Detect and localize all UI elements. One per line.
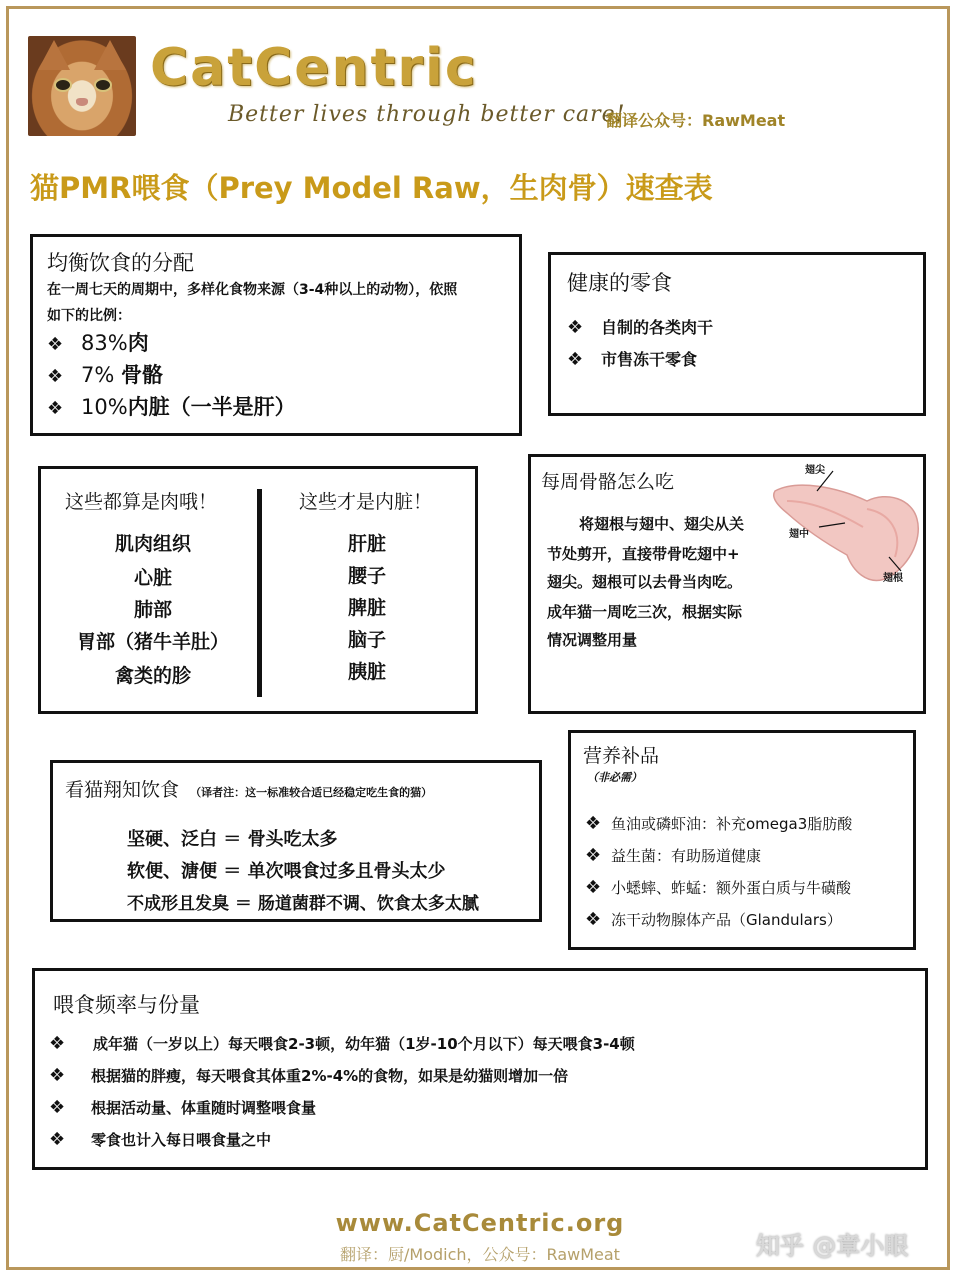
frequency-box: [32, 968, 928, 1170]
cat-eye-right: [94, 78, 112, 92]
ratio-label: 内脏（一半是肝）: [127, 395, 296, 419]
stool-box: [50, 760, 542, 922]
bones-line: 翅尖。翅根可以去骨当肉吃。: [547, 573, 743, 591]
meat-item: 肌肉组织: [114, 533, 191, 555]
supplement-label: 益生菌：有助肠道健康: [611, 847, 762, 865]
diamond-bullet-icon: ❖: [47, 334, 64, 355]
translator-note: 翻译公众号：RawMeat: [606, 111, 786, 130]
supplement-item: [585, 909, 842, 930]
frequency-label: 零食也计入每日喂食量之中: [91, 1131, 272, 1149]
cat-ear-right: [94, 40, 126, 70]
ratio-organ: [47, 391, 296, 421]
stool-sign: 坚硬、泛白 ＝: [127, 829, 242, 850]
frequency-label: 根据活动量、体重随时调整喂食量: [91, 1099, 317, 1117]
logo: CatCentric: [150, 38, 478, 98]
diamond-bullet-icon: ❖: [47, 366, 64, 387]
bones-title: 每周骨骼怎么吃: [541, 471, 675, 493]
diamond-bullet-icon: ❖: [585, 813, 602, 834]
diamond-bullet-icon: ❖: [585, 845, 602, 866]
stool-sign: 软便、溏便 ＝: [127, 861, 242, 882]
ratio-pct: 10%: [81, 395, 128, 419]
stool-title: 看猫翔知饮食: [65, 779, 180, 801]
organ-title: 这些才是内脏！: [299, 491, 433, 513]
snack-item-label: 自制的各类肉干: [601, 318, 714, 337]
meat-list: [61, 529, 245, 693]
meat-item: 心脏: [133, 567, 172, 589]
stool-row: [127, 889, 479, 914]
cat-ear-left: [38, 40, 70, 70]
stool-meaning: 单次喂食过多且骨头太少: [247, 861, 446, 882]
stool-meaning: 肠道菌群不调、饮食太多太腻: [257, 894, 479, 914]
ratio-meat: [47, 327, 149, 357]
meat-item: 禽类的胗: [114, 665, 191, 687]
organ-item: 胰脏: [347, 661, 386, 683]
supplement-item: [585, 845, 761, 866]
supplements-title: 营养补品: [583, 745, 660, 767]
frequency-label: 成年猫（一岁以上）每天喂食2-3顿，幼年猫（1岁-10个月以下）每天喂食3-4顿: [93, 1035, 635, 1053]
diamond-bullet-icon: ❖: [49, 1097, 66, 1118]
column-divider: [257, 489, 262, 697]
snack-item: [567, 315, 713, 338]
supplements-box: [568, 730, 916, 950]
balanced-desc-2: 如下的比例：: [47, 308, 131, 324]
balanced-title: 均衡饮食的分配: [47, 251, 194, 275]
snacks-box: [548, 252, 926, 416]
ratio-pct: 83%: [81, 331, 128, 355]
cat-photo: [28, 36, 136, 136]
supplement-item: [585, 813, 852, 834]
wing-mid-label: 翅中: [789, 529, 809, 540]
stool-row: [127, 857, 446, 883]
organ-list: [287, 529, 447, 689]
organ-item: 脾脏: [347, 597, 386, 619]
bones-box: [528, 454, 926, 714]
diamond-bullet-icon: ❖: [567, 349, 584, 370]
balanced-desc-1: 在一周七天的周期中，多样化食物来源（3-4种以上的动物），依照: [47, 282, 458, 298]
footer-credit: 翻译：厨/Modich，公众号：RawMeat: [340, 1245, 620, 1264]
supplements-subtitle: （非必需）: [587, 771, 642, 784]
diamond-bullet-icon: ❖: [49, 1129, 66, 1150]
ratio-bone: [47, 359, 163, 389]
diamond-bullet-icon: ❖: [567, 317, 584, 338]
frequency-item: [49, 1033, 635, 1054]
supplement-label: 鱼油或磷虾油：补充omega3脂肪酸: [611, 815, 853, 833]
organ-item: 腰子: [347, 565, 386, 587]
diamond-bullet-icon: ❖: [585, 909, 602, 930]
meat-title: 这些都算是肉哦！: [65, 491, 218, 513]
wing-tip-label: 翅尖: [805, 465, 825, 476]
diamond-bullet-icon: ❖: [49, 1033, 66, 1054]
diamond-bullet-icon: ❖: [47, 398, 64, 419]
footer-url[interactable]: www.CatCentric.org: [335, 1209, 625, 1237]
stool-note: （译者注：这一标准较合适已经稳定吃生食的猫）: [190, 786, 433, 799]
organ-item: 脑子: [347, 629, 386, 651]
stool-row: [127, 825, 338, 851]
cat-eye-left: [54, 78, 72, 92]
wing-root-label: 翅根: [883, 573, 903, 584]
frequency-item: [49, 1065, 568, 1086]
balanced-diet-box: [30, 234, 522, 436]
page-title: 猫PMR喂食（Prey Model Raw，生肉骨）速查表: [30, 171, 713, 205]
diamond-bullet-icon: ❖: [585, 877, 602, 898]
supplement-label: 冻干动物腺体产品（Glandulars）: [611, 911, 842, 929]
frequency-label: 根据猫的胖瘦，每天喂食其体重2%-4%的食物，如果是幼猫则增加一倍: [91, 1067, 569, 1085]
frequency-item: [49, 1129, 271, 1150]
organ-item: 肝脏: [347, 533, 386, 555]
meat-organ-box: [38, 466, 478, 714]
bones-line: 情况调整用量: [547, 631, 638, 649]
snacks-title: 健康的零食: [567, 271, 672, 295]
stool-meaning: 骨头吃太多: [247, 829, 338, 850]
supplement-label: 小蟋蟀、蚱蜢：额外蛋白质与牛磺酸: [611, 879, 852, 897]
meat-item: 胃部（猪牛羊肚）: [76, 631, 229, 653]
supplement-item: [585, 877, 851, 898]
bones-line: 节处剪开，直接带骨吃翅中+: [547, 545, 740, 563]
snack-item: [567, 347, 697, 370]
watermark: 知乎 @章小眼: [756, 1232, 909, 1260]
ratio-label: 骨骼: [121, 363, 164, 387]
ratio-label: 肉: [127, 331, 149, 355]
stool-title-row: [65, 775, 432, 802]
bones-line: 将翅根与翅中、翅尖从关: [579, 515, 745, 533]
diamond-bullet-icon: ❖: [49, 1065, 66, 1086]
bones-line: 成年猫一周吃三次，根据实际: [547, 603, 743, 621]
frequency-title: 喂食频率与份量: [53, 993, 200, 1017]
frequency-item: [49, 1097, 316, 1118]
snack-item-label: 市售冻干零食: [601, 350, 698, 369]
cat-nose: [76, 98, 88, 106]
stool-sign: 不成形且发臭 ＝: [127, 894, 252, 914]
tagline: Better lives through better care!: [228, 102, 626, 127]
ratio-pct: 7%: [81, 363, 115, 387]
meat-item: 肺部: [133, 599, 172, 621]
